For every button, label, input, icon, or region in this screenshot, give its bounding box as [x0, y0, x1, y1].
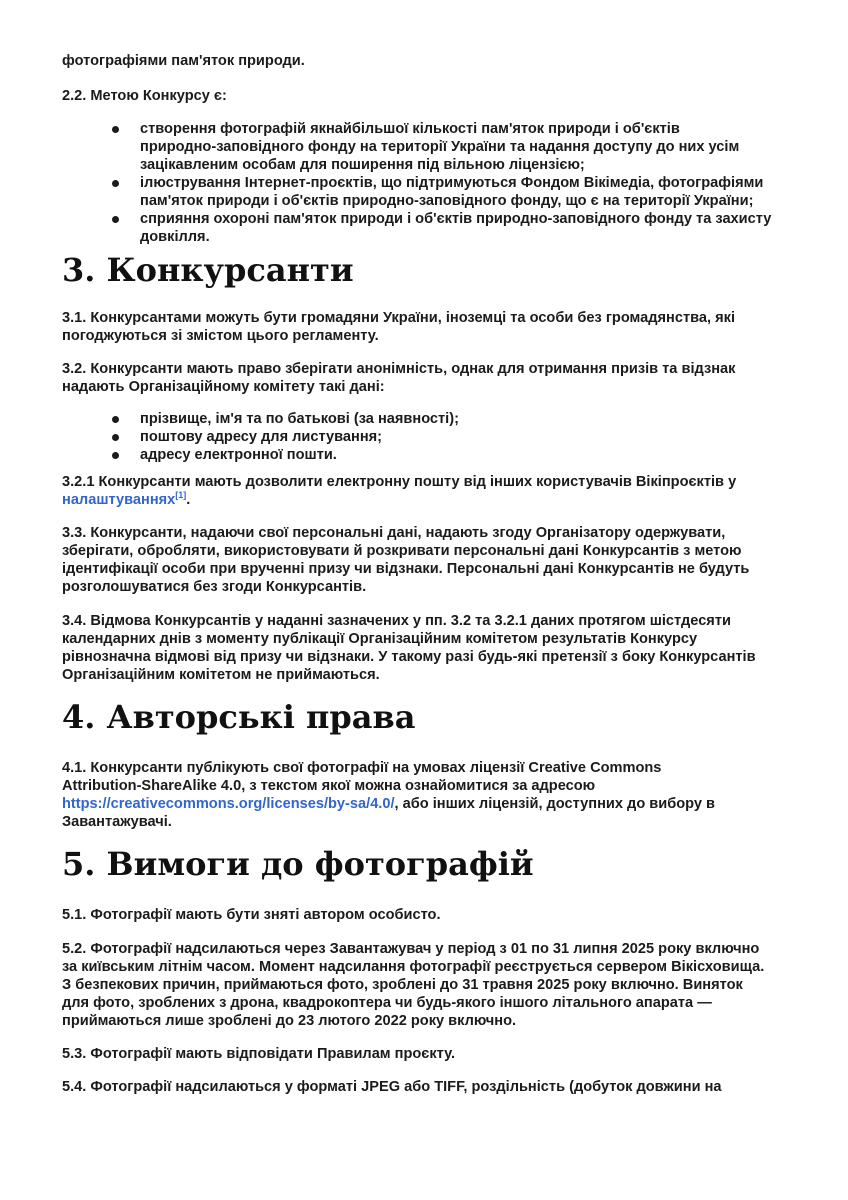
list-item: зацікавленим особам для поширення під вільною ліцензією; — [140, 157, 585, 173]
paragraph-3-1: 3.1. Конкурсантами можуть бути громадяни України, іноземці та особи без громадянства, які — [62, 310, 736, 326]
footnote-ref-link[interactable]: [1] — [175, 490, 187, 501]
settings-link[interactable]: налаштуваннях — [62, 492, 176, 508]
section-4-heading: 4. Авторські права — [62, 698, 416, 736]
paragraph-3-4: 3.4. Відмова Конкурсантів у наданні зазначених у пп. 3.2 та 3.2.1 даних протягом шістдесяти — [62, 613, 731, 629]
bullet-icon — [112, 216, 119, 223]
list-item: поштову адресу для листування; — [140, 429, 383, 445]
paragraph-5-2: З безпекових причин, приймаються фото, зроблені до 31 травня 2025 року включно. Виняток — [62, 977, 743, 993]
paragraph-3-2: 3.2. Конкурсанти мають право зберігати анонімність, однак для отримання призів та відзнак — [62, 361, 736, 377]
list-item: прізвище, ім'я та по батькові (за наявності); — [140, 411, 459, 427]
paragraph-3-2-1-line2 — [62, 491, 797, 509]
list-item: сприяння охороні пам'яток природи і об'єктів природно-заповідного фонду та захисту — [140, 211, 772, 227]
section-3-heading: 3. Конкурсанти — [62, 251, 354, 289]
bullet-icon — [112, 416, 119, 423]
list-item: довкілля. — [140, 229, 210, 245]
paragraph-4-1: 4.1. Конкурсанти публікують свої фотографії на умовах ліцензії Creative Commons — [62, 760, 662, 776]
paragraph-3-3: розголошуватися без згоди Конкурсантів. — [62, 579, 367, 595]
paragraph-3-3: зберігати, обробляти, використовувати й розкривати персональні дані Конкурсантів з метою — [62, 543, 742, 559]
paragraph-4-1-line3 — [62, 795, 797, 813]
paragraph-3-2-1: 3.2.1 Конкурсанти мають дозволити електронну пошту від інших користувачів Вікіпроєктів у — [62, 474, 737, 490]
paragraph-3-2: надають Організаційному комітету такі дані: — [62, 379, 385, 395]
bullet-icon — [112, 180, 119, 187]
bullet-icon — [112, 126, 119, 133]
paragraph-4-1: Завантажувачі. — [62, 814, 172, 830]
list-item: створення фотографій якнайбільшої кількості пам'яток природи і об'єктів — [140, 121, 680, 137]
paragraph-2-2: 2.2. Метою Конкурсу є: — [62, 88, 227, 104]
paragraph-5-4: 5.4. Фотографії надсилаються у форматі JPEG або TIFF, роздільність (добуток довжини на — [62, 1079, 722, 1095]
paragraph-3-4: Організаційним комітетом не приймаються. — [62, 667, 380, 683]
bullet-icon — [112, 434, 119, 441]
list-item: пам'яток природи і об'єктів природно-заповідного фонду, що є на території України; — [140, 193, 754, 209]
paragraph-5-2: для фото, зроблених з дрона, квадрокоптера чи будь-якого іншого літального апарата — — [62, 995, 712, 1011]
paragraph-5-1: 5.1. Фотографії мають бути зняті автором особисто. — [62, 907, 441, 923]
paragraph-5-2: приймаються лише зроблені до 23 лютого 2022 року включно. — [62, 1013, 517, 1029]
paragraph-3-3: ідентифікації особи при врученні призу чи відзнаки. Персональні дані Конкурсантів не будуть — [62, 561, 750, 577]
license-link[interactable]: https://creativecommons.org/licenses/by-sa/4.0/ — [62, 796, 395, 812]
license-link-tail: , або інших ліцензій, доступних до вибору в — [394, 796, 716, 812]
bullet-icon — [112, 452, 119, 459]
paragraph-3-4: календарних днів з моменту публікації Організаційним комітетом результатів Конкурсу — [62, 631, 698, 647]
section-5-heading: 5. Вимоги до фотографій — [62, 845, 534, 883]
list-item: адресу електронної пошти. — [140, 447, 337, 463]
paragraph-4-1: Attribution-ShareAlike 4.0, з текстом якої можна ознайомитися за адресою — [62, 778, 596, 794]
sentence-end: . — [186, 492, 191, 508]
paragraph-5-3: 5.3. Фотографії мають відповідати Правилам проєкту. — [62, 1046, 456, 1062]
paragraph-5-2: за київським літнім часом. Момент надсилання фотографії реєструється сервером Вікісховища. — [62, 959, 765, 975]
list-item: ілюстрування Інтернет-проєктів, що підтримуються Фондом Вікімедіа, фотографіями — [140, 175, 764, 191]
paragraph-3-4: рівнозначна відмові від призу чи відзнаки. У такому разі будь-які претензії з боку Конкурсантів — [62, 649, 756, 665]
paragraph-3-1: погоджуються зі змістом цього регламенту. — [62, 328, 379, 344]
intro-tail: фотографіями пам'яток природи. — [62, 53, 305, 69]
list-item: природно-заповідного фонду на території України та надання доступу до них усім — [140, 139, 740, 155]
paragraph-5-2: 5.2. Фотографії надсилаються через Завантажувач у період з 01 по 31 липня 2025 року включно — [62, 941, 760, 957]
paragraph-3-3: 3.3. Конкурсанти, надаючи свої персональні дані, надають згоду Організатору одержувати, — [62, 525, 726, 541]
